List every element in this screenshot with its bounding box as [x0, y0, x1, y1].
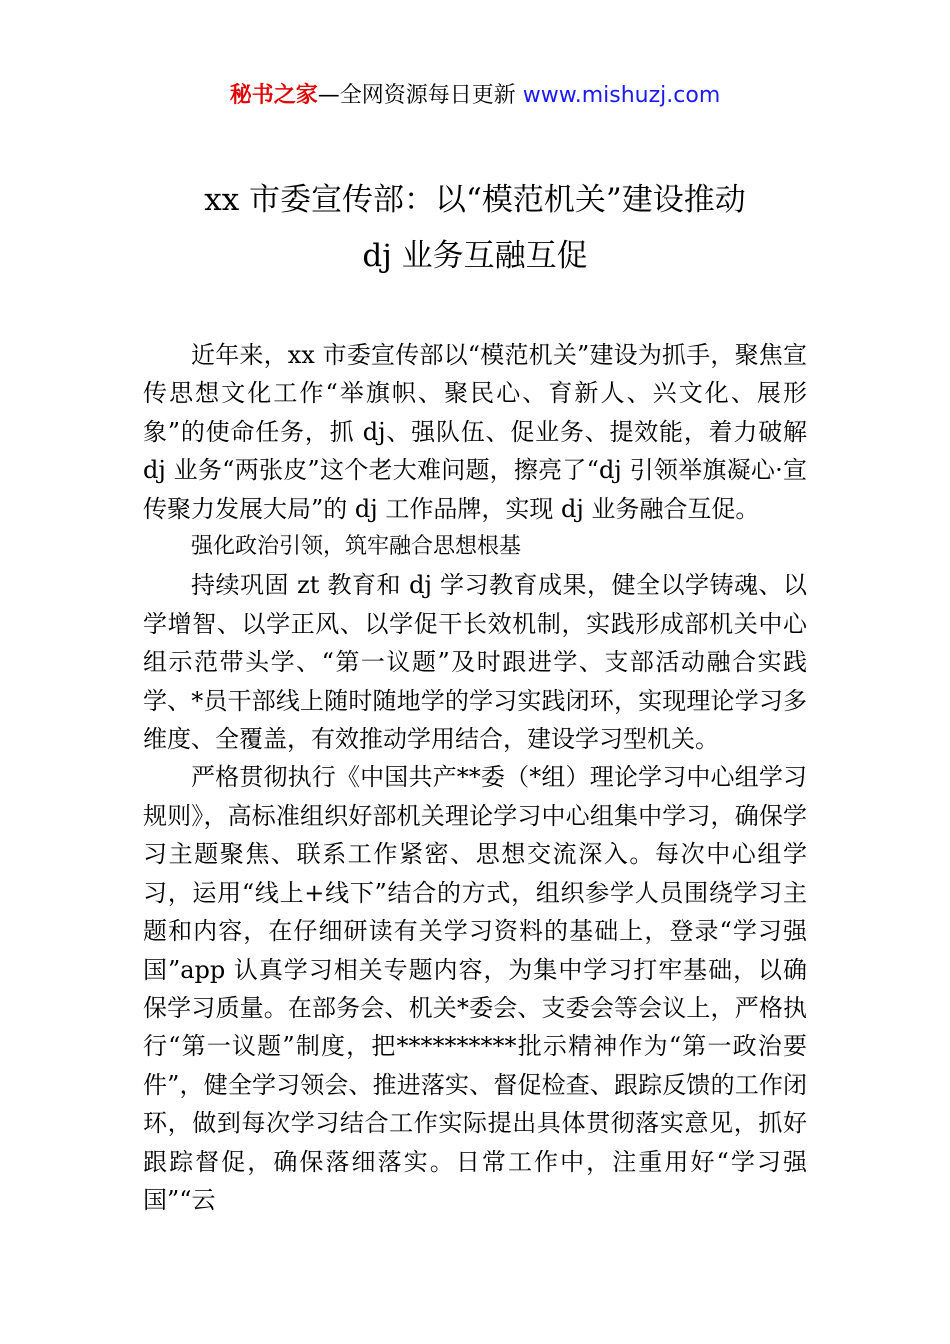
intro-paragraph: 近年来，xx 市委宣传部以“模范机关”建设为抓手，聚焦宣传思想文化工作“举旗帜、聚民心、育新人、兴文化、展形象”的使命任务，抓 dj、强队伍、促业务、提效能，着力破解 dj 业务“两张皮”这个老大难问题，擦亮了“dj 引领举旗凝心·宣传聚力发展大局”的 dj 工作品牌，实现 dj 业务融合互促。 — [143, 341, 807, 523]
title-line-2: dj 业务互融互促 — [362, 238, 588, 274]
header-tagline: —全网资源每日更新 — [317, 83, 523, 108]
section-subheading: 强化政治引领，筑牢融合思想根基 — [191, 534, 522, 560]
body-paragraph-2: 持续巩固 zt 教育和 dj 学习教育成果，健全以学铸魂、以学增智、以学正风、以学促干长效机制，实践形成部机关中心组示范带头学、“第一议题”及时跟进学、支部活动融合实践学、*员干部线上随时随地学的学习实践闭环，实现理论学习多维度、全覆盖，有效推动学用结合，建设学习型机关。 — [143, 571, 807, 754]
title-line-1: xx 市委宣传部：以“模范机关”建设推动 — [204, 182, 746, 218]
brand-name: 秘书之家 — [229, 83, 318, 108]
body-paragraph-3: 严格贯彻执行《中国共产**委（*组）理论学习中心组学习规则》，高标准组织好部机关理论学习中心组集中学习，确保学习主题聚焦、联系工作紧密、思想交流深入。每次中心组学习，运用“线上+线下”结合的方式，组织参学人员围绕学习主题和内容，在仔细研读有关学习资料的基础上，登录“学习强国”app 认真学习相关专题内容，为集中学习打牢基础，以确保学习质量。在部务会、机关*委会、支委会等会议上，严格执行“第一议题”制度，把**********批示精神作为“第一政治要件”，健全学习领会、推进落实、督促检查、跟踪反馈的工作闭环，做到每次学习结合工作实际提出具体贯彻落实意见，抓好跟踪督促，确保落细落实。日常工作中，注重用好“学习强国”“云 — [143, 763, 807, 1214]
site-url-link[interactable]: www.mishuzj.com — [522, 83, 721, 108]
document-body — [143, 336, 807, 1219]
site-header — [0, 80, 950, 112]
document-title — [100, 172, 850, 284]
